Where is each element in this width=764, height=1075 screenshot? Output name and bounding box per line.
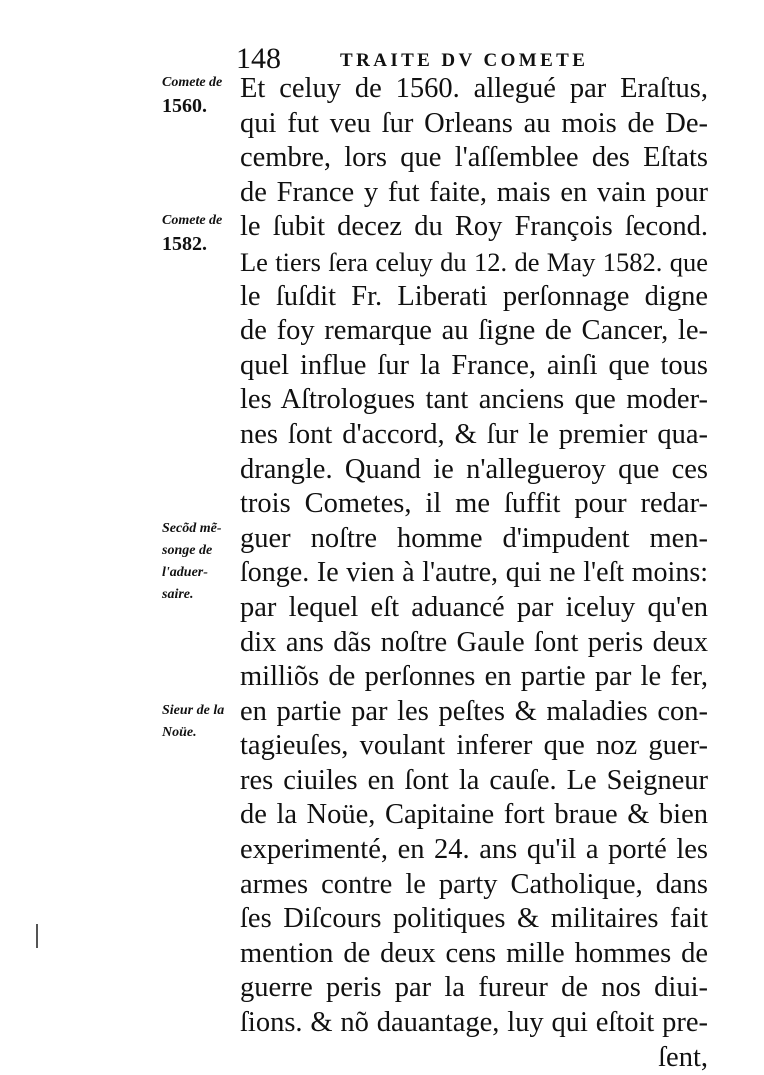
- running-title: TRAITE DV COMETE: [340, 50, 589, 71]
- text-line: cembre, lors que l'aſſemblee des Eſtats: [240, 142, 708, 174]
- body-text: [240, 72, 708, 1075]
- text-line: nes ſont d'accord, & ſur le premier qua-: [240, 418, 708, 450]
- page-edge-mark: [36, 924, 38, 948]
- margin-note-comete-1560: [162, 72, 222, 118]
- text-line: drangle. Quand ie n'allegueroy que ces: [240, 453, 708, 485]
- text-line: ſions. & nõ dauantage, luy qui eſtoit pre-: [240, 1007, 708, 1039]
- text-line: qui fut veu ſur Orleans au mois de De-: [240, 107, 708, 139]
- text-line: Le tiers ſera celuy du 12. de May 1582. que: [240, 246, 708, 277]
- text-line: de la Noüe, Capitaine fort braue & bien: [240, 799, 708, 831]
- margin-note-line: Comete de: [162, 213, 223, 228]
- text-line: mention de deux cens mille hommes de: [240, 937, 708, 969]
- margin-note-comete-1582: [162, 210, 222, 256]
- margin-note-line: 1582.: [162, 233, 207, 255]
- text-line: en partie par les peſtes & maladies con-: [240, 695, 708, 727]
- text-line: guer noſtre homme d'impudent men-: [240, 522, 708, 554]
- text-line: ſes Diſcours politiques & militaires fait: [240, 903, 708, 935]
- margin-note-line: 1560.: [162, 95, 207, 117]
- text-line: tagieuſes, voulant inferer que noz guer-: [240, 730, 708, 762]
- text-line: armes contre le party Catholique, dans: [240, 868, 708, 900]
- text-line: ſonge. Ie vien à l'autre, qui ne l'eſt moins:: [240, 557, 708, 589]
- margin-note-line: Sieur de la: [162, 703, 225, 718]
- margin-note-second-mensonge: [162, 518, 221, 606]
- margin-note-line: Secõd mẽ-: [162, 521, 222, 536]
- text-line: le ſubit decez du Roy François ſecond.: [240, 211, 708, 243]
- text-line: experimenté, en 24. ans qu'il a porté les: [240, 834, 708, 866]
- text-line: ſent,: [658, 1041, 708, 1073]
- text-line: milliõs de perſonnes en partie par le fer,: [240, 661, 708, 693]
- text-line: guerre peris par la fureur de nos diui-: [240, 972, 708, 1004]
- text-line: le ſuſdit Fr. Liberati perſonnage digne: [240, 280, 708, 312]
- text-line: de foy remarque au ſigne de Cancer, le-: [240, 315, 708, 347]
- text-line: res ciuiles en ſont la cauſe. Le Seigneur: [240, 764, 708, 796]
- margin-note-line: l'aduer-: [162, 565, 208, 580]
- margin-note-line: songe de: [162, 543, 213, 558]
- margin-note-line: Noüe.: [162, 725, 197, 740]
- text-line: Et celuy de 1560. allegué par Eraſtus,: [240, 73, 708, 104]
- margin-note-sieur-de-la-noue: [162, 700, 224, 744]
- text-line: dix ans dãs noſtre Gaule ſont peris deux: [240, 626, 708, 658]
- page-number: 148: [236, 42, 281, 75]
- text-line: par lequel eſt aduancé par iceluy qu'en: [240, 591, 708, 623]
- margin-note-line: Comete de: [162, 75, 223, 90]
- text-line: trois Cometes, il me ſuffit pour redar-: [240, 488, 708, 520]
- text-line: les Aſtrologues tant anciens que moder-: [240, 384, 708, 416]
- text-line: quel influe ſur la France, ainſi que tous: [240, 349, 708, 381]
- margin-note-line: saire.: [162, 587, 194, 602]
- text-line: de France y fut faite, mais en vain pour: [240, 176, 708, 208]
